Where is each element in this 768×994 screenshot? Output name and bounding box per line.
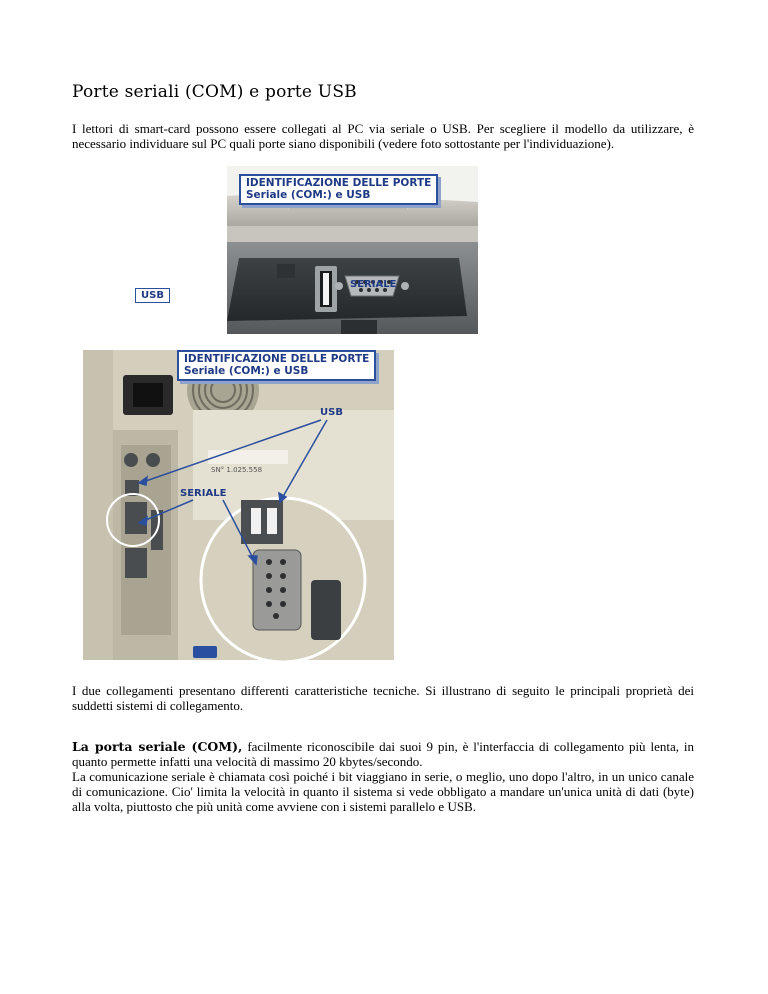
serial-number-text: SN° 1.025.558 (211, 466, 263, 474)
laptop-identification-callout (239, 174, 438, 205)
desktop-ports-photo (83, 350, 394, 660)
serial-port-lead: La porta seriale (COM), (72, 739, 243, 754)
serial-label: SERIALE (180, 488, 227, 499)
serial-label: SERIALE (350, 279, 397, 290)
callout-line-1: IDENTIFICAZIONE DELLE PORTE (184, 353, 370, 365)
usb-label: USB (320, 407, 343, 418)
desktop-ports-illustration (83, 350, 394, 660)
serial-port-description: facilmente riconoscibile dai suoi 9 pin, è l'interfaccia di collegamento più lenta, in quanto permette infatti una velocità di massimo 20 kbytes/secondo. (72, 739, 694, 769)
desktop-identification-callout (177, 350, 376, 381)
page-title: Porte seriali (COM) e porte USB (72, 82, 357, 102)
callout-line-2: Seriale (COM:) e USB (184, 364, 309, 377)
callout-line-2: Seriale (COM:) e USB (246, 188, 371, 201)
serial-port-paragraph (72, 739, 694, 814)
comparison-paragraph: I due collegamenti presentano differenti caratteristiche tecniche. Si illustrano di seguito le principali proprietà dei suddetti sistemi di collegamento. (72, 683, 694, 713)
intro-paragraph: I lettori di smart-card possono essere collegati al PC via seriale o USB. Per scegliere il modello da utilizzare, è necessario individuare sul PC quali porte siano disponibili (vedere foto sottostante per l'individuazione). (72, 121, 694, 151)
callout-line-1: IDENTIFICAZIONE DELLE PORTE (246, 177, 432, 189)
laptop-ports-photo (141, 166, 478, 334)
serial-communication-description: La comunicazione seriale è chiamata così poiché i bit viaggiano in serie, o meglio, uno dopo l'altro, in un unico canale di comunicazione. Cio' limita la velocità in quanto il sistema si vede obbligato a mandare un'unica unità di dati (byte) alla volta, piuttosto che più unità come avviene con i sistemi parallelo e USB. (72, 769, 694, 814)
usb-label: USB (135, 288, 170, 303)
